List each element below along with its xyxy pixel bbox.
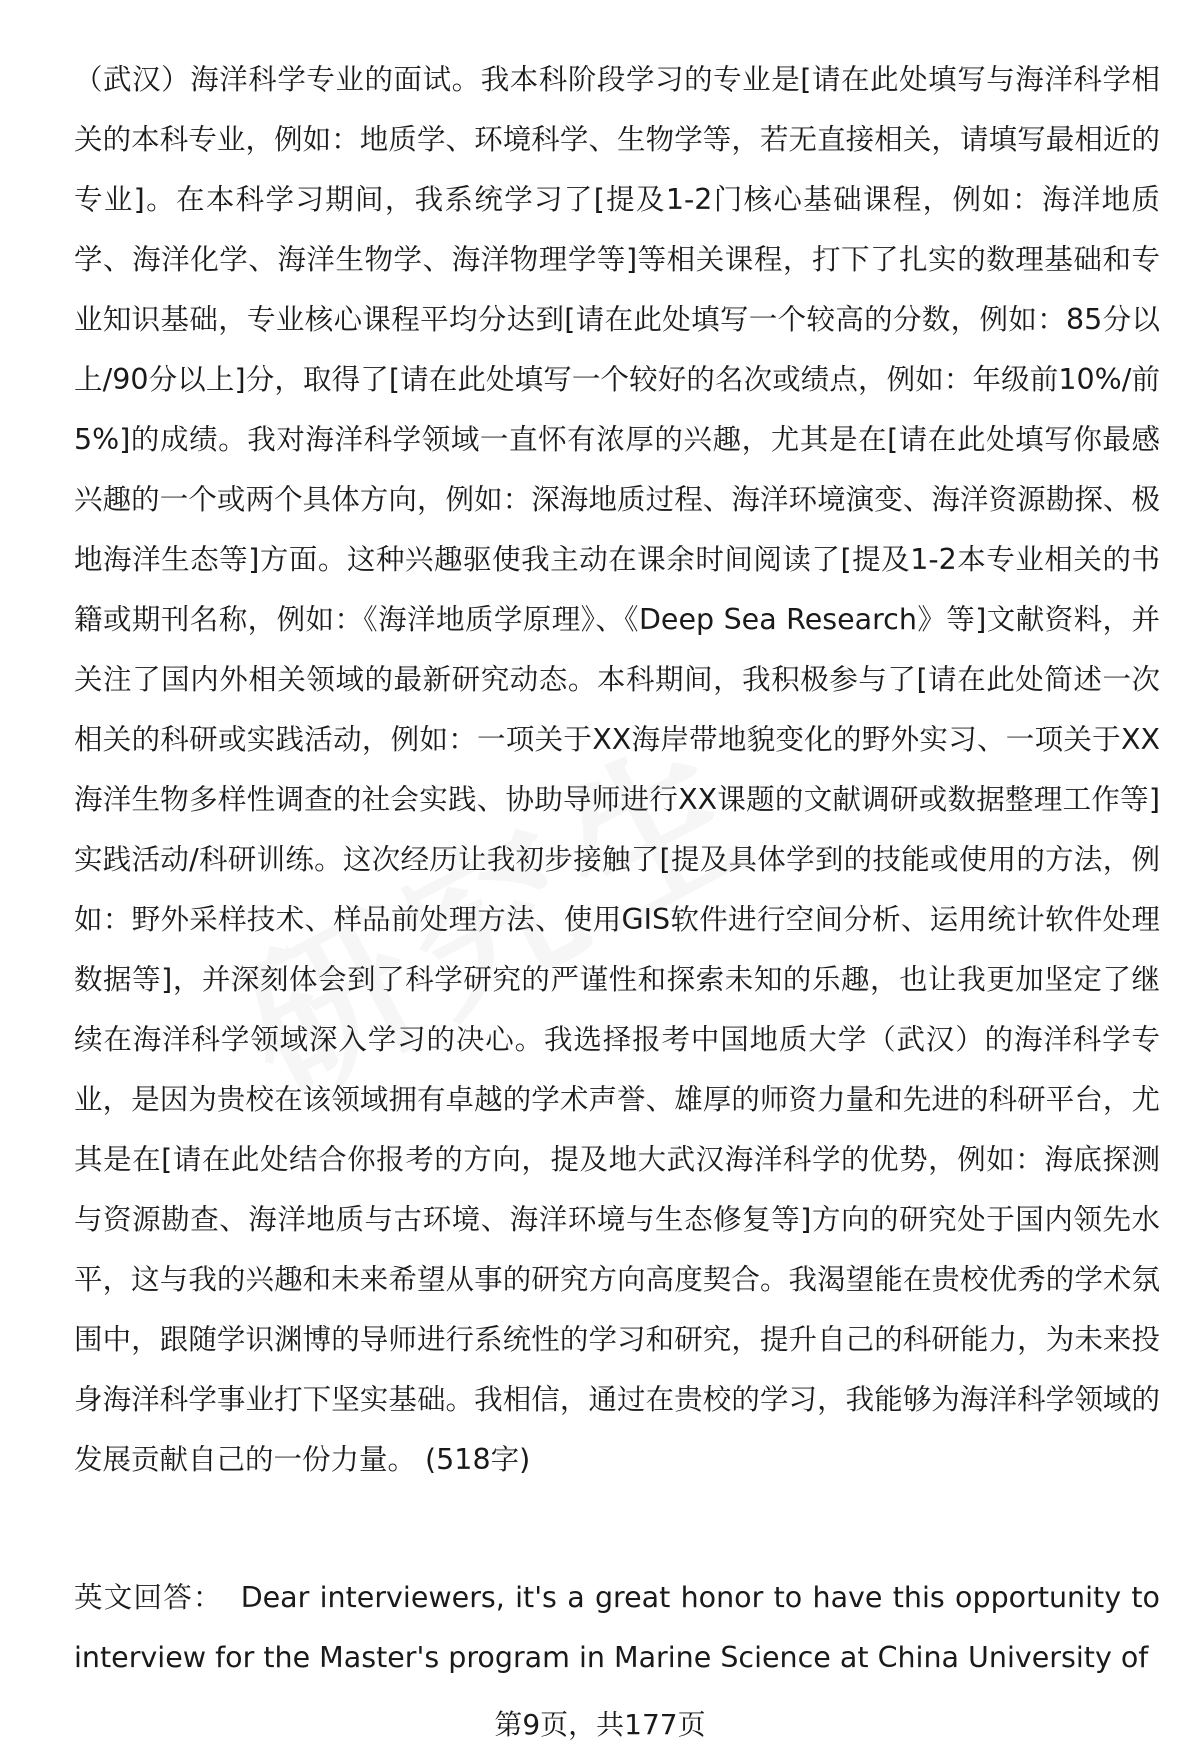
english-answer-text: Dear interviewers, it's a great honor to have this opportunity to interview for the Master's program in Marine Science at China University of	[74, 1581, 1160, 1674]
chinese-answer-paragraph: （武汉）海洋科学专业的面试。我本科阶段学习的专业是[请在此处填写与海洋科学相关的本科专业，例如：地质学、环境科学、生物学等，若无直接相关，请填写最相近的专业]。在本科学习期间，我系统学习了[提及1-2门核心基础课程，例如：海洋地质学、海洋化学、海洋生物学、海洋物理学等]等相关课程，打下了扎实的数理基础和专业知识基础，专业核心课程平均分达到[请在此处填写一个较高的分数，例如：85分以上/90分以上]分，取得了[请在此处填写一个较好的名次或绩点，例如：年级前10%/前5%]的成绩。我对海洋科学领域一直怀有浓厚的兴趣，尤其是在[请在此处填写你最感兴趣的一个或两个具体方向，例如：深海地质过程、海洋环境演变、海洋资源勘探、极地海洋生态等]方面。这种兴趣驱使我主动在课余时间阅读了[提及1-2本专业相关的书籍或期刊名称，例如：《海洋地质学原理》、《Deep Sea Research》等]文献资料，并关注了国内外相关领域的最新研究动态。本科期间，我积极参与了[请在此处简述一次相关的科研或实践活动，例如：一项关于XX海岸带地貌变化的野外实习、一项关于XX海洋生物多样性调查的社会实践、协助导师进行XX课题的文献调研或数据整理工作等]实践活动/科研训练。这次经历让我初步接触了[提及具体学到的技能或使用的方法，例如：野外采样技术、样品前处理方法、使用GIS软件进行空间分析、运用统计软件处理数据等]，并深刻体会到了科学研究的严谨性和探索未知的乐趣，也让我更加坚定了继续在海洋科学领域深入学习的决心。我选择报考中国地质大学（武汉）的海洋科学专业，是因为贵校在该领域拥有卓越的学术声誉、雄厚的师资力量和先进的科研平台，尤其是在[请在此处结合你报考的方向，提及地大武汉海洋科学的优势，例如：海底探测与资源勘查、海洋地质与古环境、海洋环境与生态修复等]方向的研究处于国内领先水平，这与我的兴趣和未来希望从事的研究方向高度契合。我渴望能在贵校优秀的学术氛围中，跟随学识渊博的导师进行系统性的学习和研究，提升自己的科研能力，为未来投身海洋科学事业打下坚实基础。我相信，通过在贵校的学习，我能够为海洋科学领域的发展贡献自己的一份力量。 (518字)	[74, 63, 1160, 1476]
page-footer: 第9页，共177页	[494, 1708, 706, 1741]
english-answer-label: 英文回答：	[74, 1581, 223, 1614]
english-answer-paragraph	[74, 1568, 1160, 1688]
